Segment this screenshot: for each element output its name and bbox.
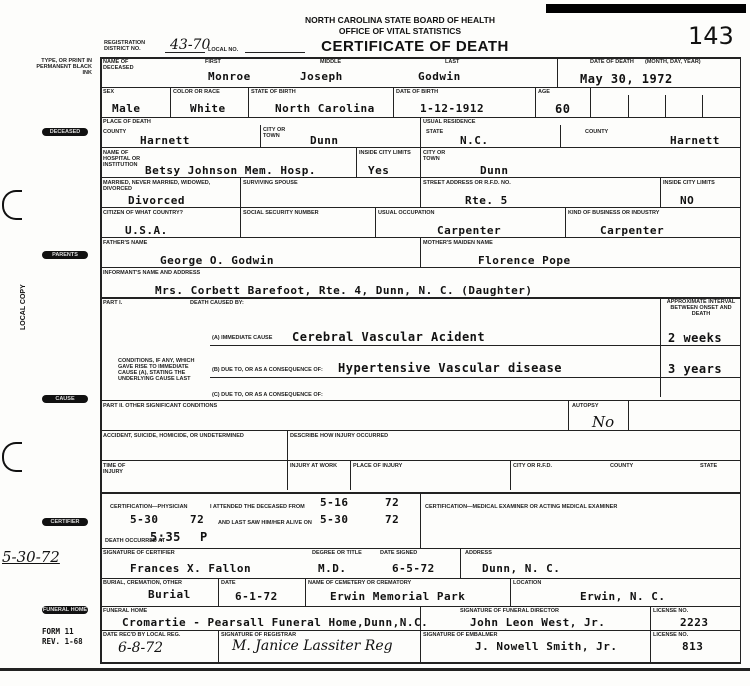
cemetery-location: Erwin, N. C.: [580, 590, 666, 603]
registrar-signature: M. Janice Lassiter Reg: [232, 638, 393, 654]
embalmer: J. Nowell Smith, Jr.: [475, 640, 618, 653]
last-seen: 5-30: [320, 513, 349, 526]
disposition-date: 6-1-72: [235, 590, 278, 603]
residence-county: Harnett: [670, 134, 720, 147]
tab-parents: PARENTS: [42, 251, 88, 259]
death-time-suffix: P: [200, 530, 208, 544]
local-number-label: LOCAL NO.: [208, 47, 239, 53]
board-heading: NORTH CAROLINA STATE BOARD OF HEALTH: [305, 15, 495, 25]
date-signed: 6-5-72: [392, 562, 435, 575]
funeral-home: Cromartie - Pearsall Funeral Home,Dunn,N.C.: [122, 616, 429, 629]
citizenship: U.S.A.: [125, 224, 168, 237]
registration-label: REGISTRATION DISTRICT NO.: [104, 40, 146, 52]
residence-inside-limits: NO: [680, 194, 695, 207]
local-copy-label: LOCAL COPY: [20, 284, 27, 330]
birthplace-value: North Carolina: [275, 102, 375, 115]
attended-from-year: 72: [385, 496, 400, 509]
age-value: 60: [555, 102, 571, 116]
cemetery-name: Erwin Memorial Park: [330, 590, 466, 603]
sex-value: Male: [112, 102, 141, 115]
date-received: 6-8-72: [118, 640, 164, 656]
residence-state: N.C.: [460, 134, 489, 147]
bottom-rule: [0, 668, 750, 671]
immediate-cause: Cerebral Vascular Acident: [292, 330, 486, 344]
margin-handwritten-date: 5-30-72: [2, 548, 60, 566]
attended-to: 5-30: [130, 513, 159, 526]
disposition-method: Burial: [148, 588, 191, 601]
registration-number: 43-70: [170, 37, 211, 53]
attended-from: 5-16: [320, 496, 349, 509]
hospital-name: Betsy Johnson Mem. Hosp.: [145, 164, 316, 177]
underlying-interval: 3 years: [668, 362, 723, 376]
binding-hole-top: [2, 190, 22, 220]
deceased-last: Godwin: [418, 70, 461, 83]
father-name: George O. Godwin: [160, 254, 274, 267]
inside-city-limits: Yes: [368, 164, 390, 177]
certifier-degree: M.D.: [318, 562, 347, 575]
informant: Mrs. Corbett Barefoot, Rte. 4, Dunn, N. C. (Daughter): [155, 284, 533, 297]
funeral-director: John Leon West, Jr.: [470, 616, 606, 629]
name-label: NAME OF DECEASED: [103, 59, 134, 71]
deceased-middle: Joseph: [300, 70, 343, 83]
attended-to-year: 72: [190, 513, 205, 526]
race-value: White: [190, 102, 226, 115]
type-note: TYPE, OR PRINT IN PERMANENT BLACK INK: [36, 58, 92, 76]
form-number: FORM 11: [42, 627, 74, 636]
binding-hole-bottom: [2, 442, 22, 472]
underlying-cause: Hypertensive Vascular disease: [338, 361, 563, 375]
redaction-bar: [546, 4, 746, 13]
death-county: Harnett: [140, 134, 190, 147]
certifier-address: Dunn, N. C.: [482, 562, 561, 575]
form-revision: REV. 1-68: [42, 637, 83, 646]
autopsy-value: No: [592, 413, 615, 431]
director-license: 2223: [680, 616, 709, 629]
last-seen-year: 72: [385, 513, 400, 526]
tab-certifier: CERTIFIER: [42, 518, 88, 526]
date-of-death: May 30, 1972: [580, 72, 673, 86]
residence-city: Dunn: [480, 164, 509, 177]
death-city: Dunn: [310, 134, 339, 147]
tab-funeral-home: FUNERAL HOME: [42, 607, 88, 613]
office-heading: OFFICE OF VITAL STATISTICS: [338, 26, 462, 36]
certificate-title: CERTIFICATE OF DEATH: [321, 38, 509, 55]
occupation: Carpenter: [437, 224, 502, 237]
marital-status: Divorced: [128, 194, 185, 207]
embalmer-license: 813: [682, 640, 704, 653]
mother-name: Florence Pope: [478, 254, 571, 267]
business: Carpenter: [600, 224, 665, 237]
deceased-first: Monroe: [208, 70, 251, 83]
street-address: Rte. 5: [465, 194, 508, 207]
page-number: 143: [688, 22, 734, 50]
dob-value: 1-12-1912: [420, 102, 485, 115]
tab-deceased: DECEASED: [42, 128, 88, 136]
certifier-name: Frances X. Fallon: [130, 562, 252, 575]
tab-cause: CAUSE: [42, 395, 88, 403]
death-certificate-page: NORTH CAROLINA STATE BOARD OF HEALTH OFFICE OF VITAL STATISTICS CERTIFICATE OF DEATH 143 REGISTRATION DISTRICT NO. 43-70 LOCAL NO. TYPE, OR PRINT IN PERMANENT BLACK INK DECEASED PARENTS CAUSE CERTIFIER FUNERAL HOME LOCAL COPY 5-30-72 FORM 11 REV. 1-68 NAME OF DECEASED FIRST MIDDLE LAST Monroe Joseph Godwin DATE OF DEATH (MONTH, DAY, YEAR) May 30, 1972 SEX COLOR OR RACE STATE OF BIRTH DATE OF BIRTH AGE Male White North Carolina 1-12-1912 60 PLACE OF DEATH COUNTY CITY OR TOWN Harnett Dunn USUAL RESIDENCE STATE N.C. COUNTY Harnett NAME OF HOSPITAL OR INSTITUTION Betsy Johnson Mem. Hosp. INSIDE CITY LIMITS Yes CITY OR TOWN Dunn MARRIED, NEVER MARRIED, WIDOWED, DIVORCED Divorced SURVIVING SPOUSE STREET ADDRESS OR R.F.D. NO. Rte. 5 INSIDE CITY LIMITS NO CITIZEN OF WHAT COUNTRY? U.S.A. SOCIAL SECURITY NUMBER USUAL OCCUPATION Carpenter KIND OF BUSINESS OR INDUSTRY Carpenter FATHER'S NAME George O. Godwin MOTHER'S MAIDEN NAME Florence Pope INFORMANT'S NAME AND ADDRESS Mrs. Corbett Barefoot, Rte. 4, Dunn, N. C. (Daughter) PART I. DEATH CAUSED BY: APPROXIMATE INTERVAL BETWEEN ONSET AND DEATH (A) IMMEDIATE CAUSE Cerebral Vascular Acident 2 weeks CONDITIONS, IF ANY, WHICH GAVE RISE TO IMMEDIATE CAUSE (A), STATING THE UNDERLYING CAUSE LAST (B) DUE TO, OR AS A CONSEQUENCE OF: Hypertensive Vascular disease 3 years (C) DUE TO, OR AS A CONSEQUENCE OF: PART II. OTHER SIGNIFICANT CONDITIONS AUTOPSY No ACCIDENT, SUICIDE, HOMICIDE, OR UNDETERMINED DESCRIBE HOW INJURY OCCURRED TIME OF INJURY INJURY AT WORK PLACE OF INJURY CITY OR R.F.D. COUNTY STATE CERTIFICATION—PHYSICIAN I ATTENDED THE DECEASED FROM 5-16 72 5-30 72 AND LAST SAW HIM/HER ALIVE ON 5-30 72 CERTIFICATION—MEDICAL EXAMINER OR ACTING MEDICAL EXAMINER DEATH OCCURRED AT 5:35 P SIGNATURE OF CERTIFIER DEGREE OR TITLE DATE SIGNED ADDRESS Frances X. Fallon M.D. 6-5-72 Dunn, N. C. BURIAL, CREMATION, OTHER Burial DATE 6-1-72 NAME OF CEMETERY OR CREMATORY Erwin Memorial Park LOCATION Erwin, N. C. FUNERAL HOME Cromartie - Pearsall Funeral Home,Dunn,N.C. SIGNATURE OF FUNERAL DIRECTOR John Leon West, Jr. LICENSE NO. 2223 DATE REC'D BY LOCAL REG. 6-8-72 SIGNATURE OF REGISTRAR M. Janice Lassiter Reg SIGNATURE OF EMBALMER J. Nowell Smith, Jr. LICENSE NO. 813: [0, 0, 750, 686]
death-time: 5:35: [150, 530, 181, 544]
immediate-interval: 2 weeks: [668, 331, 723, 345]
